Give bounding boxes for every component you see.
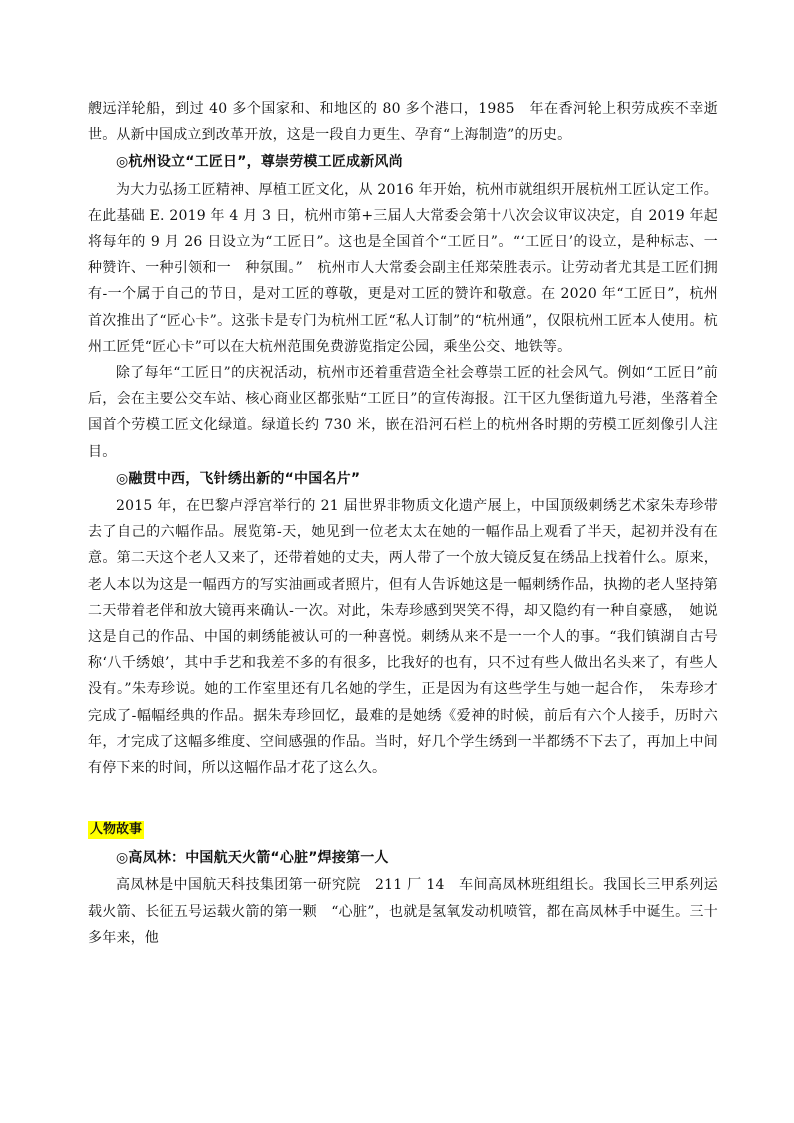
intro-paragraph: 艘远洋轮船，到过 40 多个国家和、和地区的 80 多个港口，1985 年在香河轮上积劳成疾不幸逝世。从新中国成立到改革开放，这是一段自力更生、孕育“上海制造”的历史。	[88, 101, 718, 144]
document-body	[88, 96, 718, 951]
section-heading-hangzhou: ◎杭州设立“工匠日”，尊崇劳模工匠成新风尚	[116, 154, 403, 171]
story-tag-highlight: 人物故事	[90, 822, 143, 838]
section-spacer	[88, 781, 718, 815]
story-tag-row	[88, 815, 718, 841]
body-paragraph: 为大力弘扬工匠精神、厚植工匠文化，从 2016 年开始，杭州市就组织开展杭州工匠认定工作。在此基础 E. 2019 年 4 月 3 日，杭州市第+三届人大常委会第十八次会议审议决定，自 2019 年起将每年的 9 月 26 日设立为“工匠日”。这也是全国首个“工匠日”。“‘工匠日’的设立，是种标志、一种赞许、一种引领和一 种氛围。” 杭州市人大常委会副主任郑荣胜表示。让劳动者尤其是工匠们拥有-一个属于自己的节日，是对工匠的尊敬，更是对工匠的赞许和敬意。在 2020 年“工匠日”，杭州首次推出了“匠心卡”。这张卡是专门为杭州工匠“私人订制”的“杭州通”，仅限杭州工匠本人使用。杭州工匠凭“匠心卡”可以在大杭州范围免费游览指定公园，乘坐公交、地铁等。	[88, 181, 718, 355]
body-paragraph: 除了每年“工匠日”的庆祝活动，杭州市还着重营造全社会尊崇工匠的社会风气。例如“工匠日”前后，会在主要公交车站、核心商业区都张贴“工匠日”的宣传海报。江干区九堡街道九号港，坐落着全国首个劳模工匠文化绿道。绿道长约 730 米，嵌在沿河石栏上的杭州各时期的劳模工匠刻像引人注目。	[88, 365, 718, 460]
story-heading: ◎高凤林：中国航天火箭“心脏”焊接第一人	[116, 850, 389, 867]
story-paragraph: 高凤林是中国航天科技集团第一研究院 211 厂 14 车间高凤林班组组长。我国长三甲系列运载火箭、长征五号运载火箭的第一颗 “心脏”，也就是氢氧发动机喷管，都在高凤林手中诞生。三十多年来，他	[88, 877, 718, 946]
body-paragraph: 2015 年，在巴黎卢浮宫举行的 21 届世界非物质文化遗产展上，中国顶级刺绣艺术家朱寿珍带去了自己的六幅作品。展览第-天，她见到一位老太太在她的一幅作品上观看了半天，起初并没有在意。第二天这个老人又来了，还带着她的丈夫，两人带了一个放大镜反复在绣品上找着什么。原来，老人本以为这是一幅西方的写实油画或者照片，但有人告诉她这是一幅刺绣作品，执拗的老人坚持第二天带着老伴和放大镜再来确认-一次。对此，朱寿珍感到哭笑不得，却又隐约有一种自豪感， 她说这是自己的作品、中国的刺绣能被认可的一种喜悦。刺绣从来不是一一个人的事。“我们镇湖自古号称‘八千绣娘’，其中手艺和我差不多的有很多，比我好的也有，只不过有些人做出名头来了，有些人没有。”朱寿珍说。她的工作室里还有几名她的学生，正是因为有这些学生与她一起合作， 朱寿珍才完成了-幅幅经典的作品。据朱寿珍回忆，最难的是她绣《爱神的时候，前后有六个人接手，历时六年，才完成了这幅多维度、空间感强的作品。当时，好几个学生绣到一半都绣不下去了，再加上中间有停下来的时间，所以这幅作品才花了这么久。	[88, 498, 718, 777]
section-heading-embroidery: ◎融贯中西，飞针绣出新的“中国名片”	[116, 470, 361, 487]
